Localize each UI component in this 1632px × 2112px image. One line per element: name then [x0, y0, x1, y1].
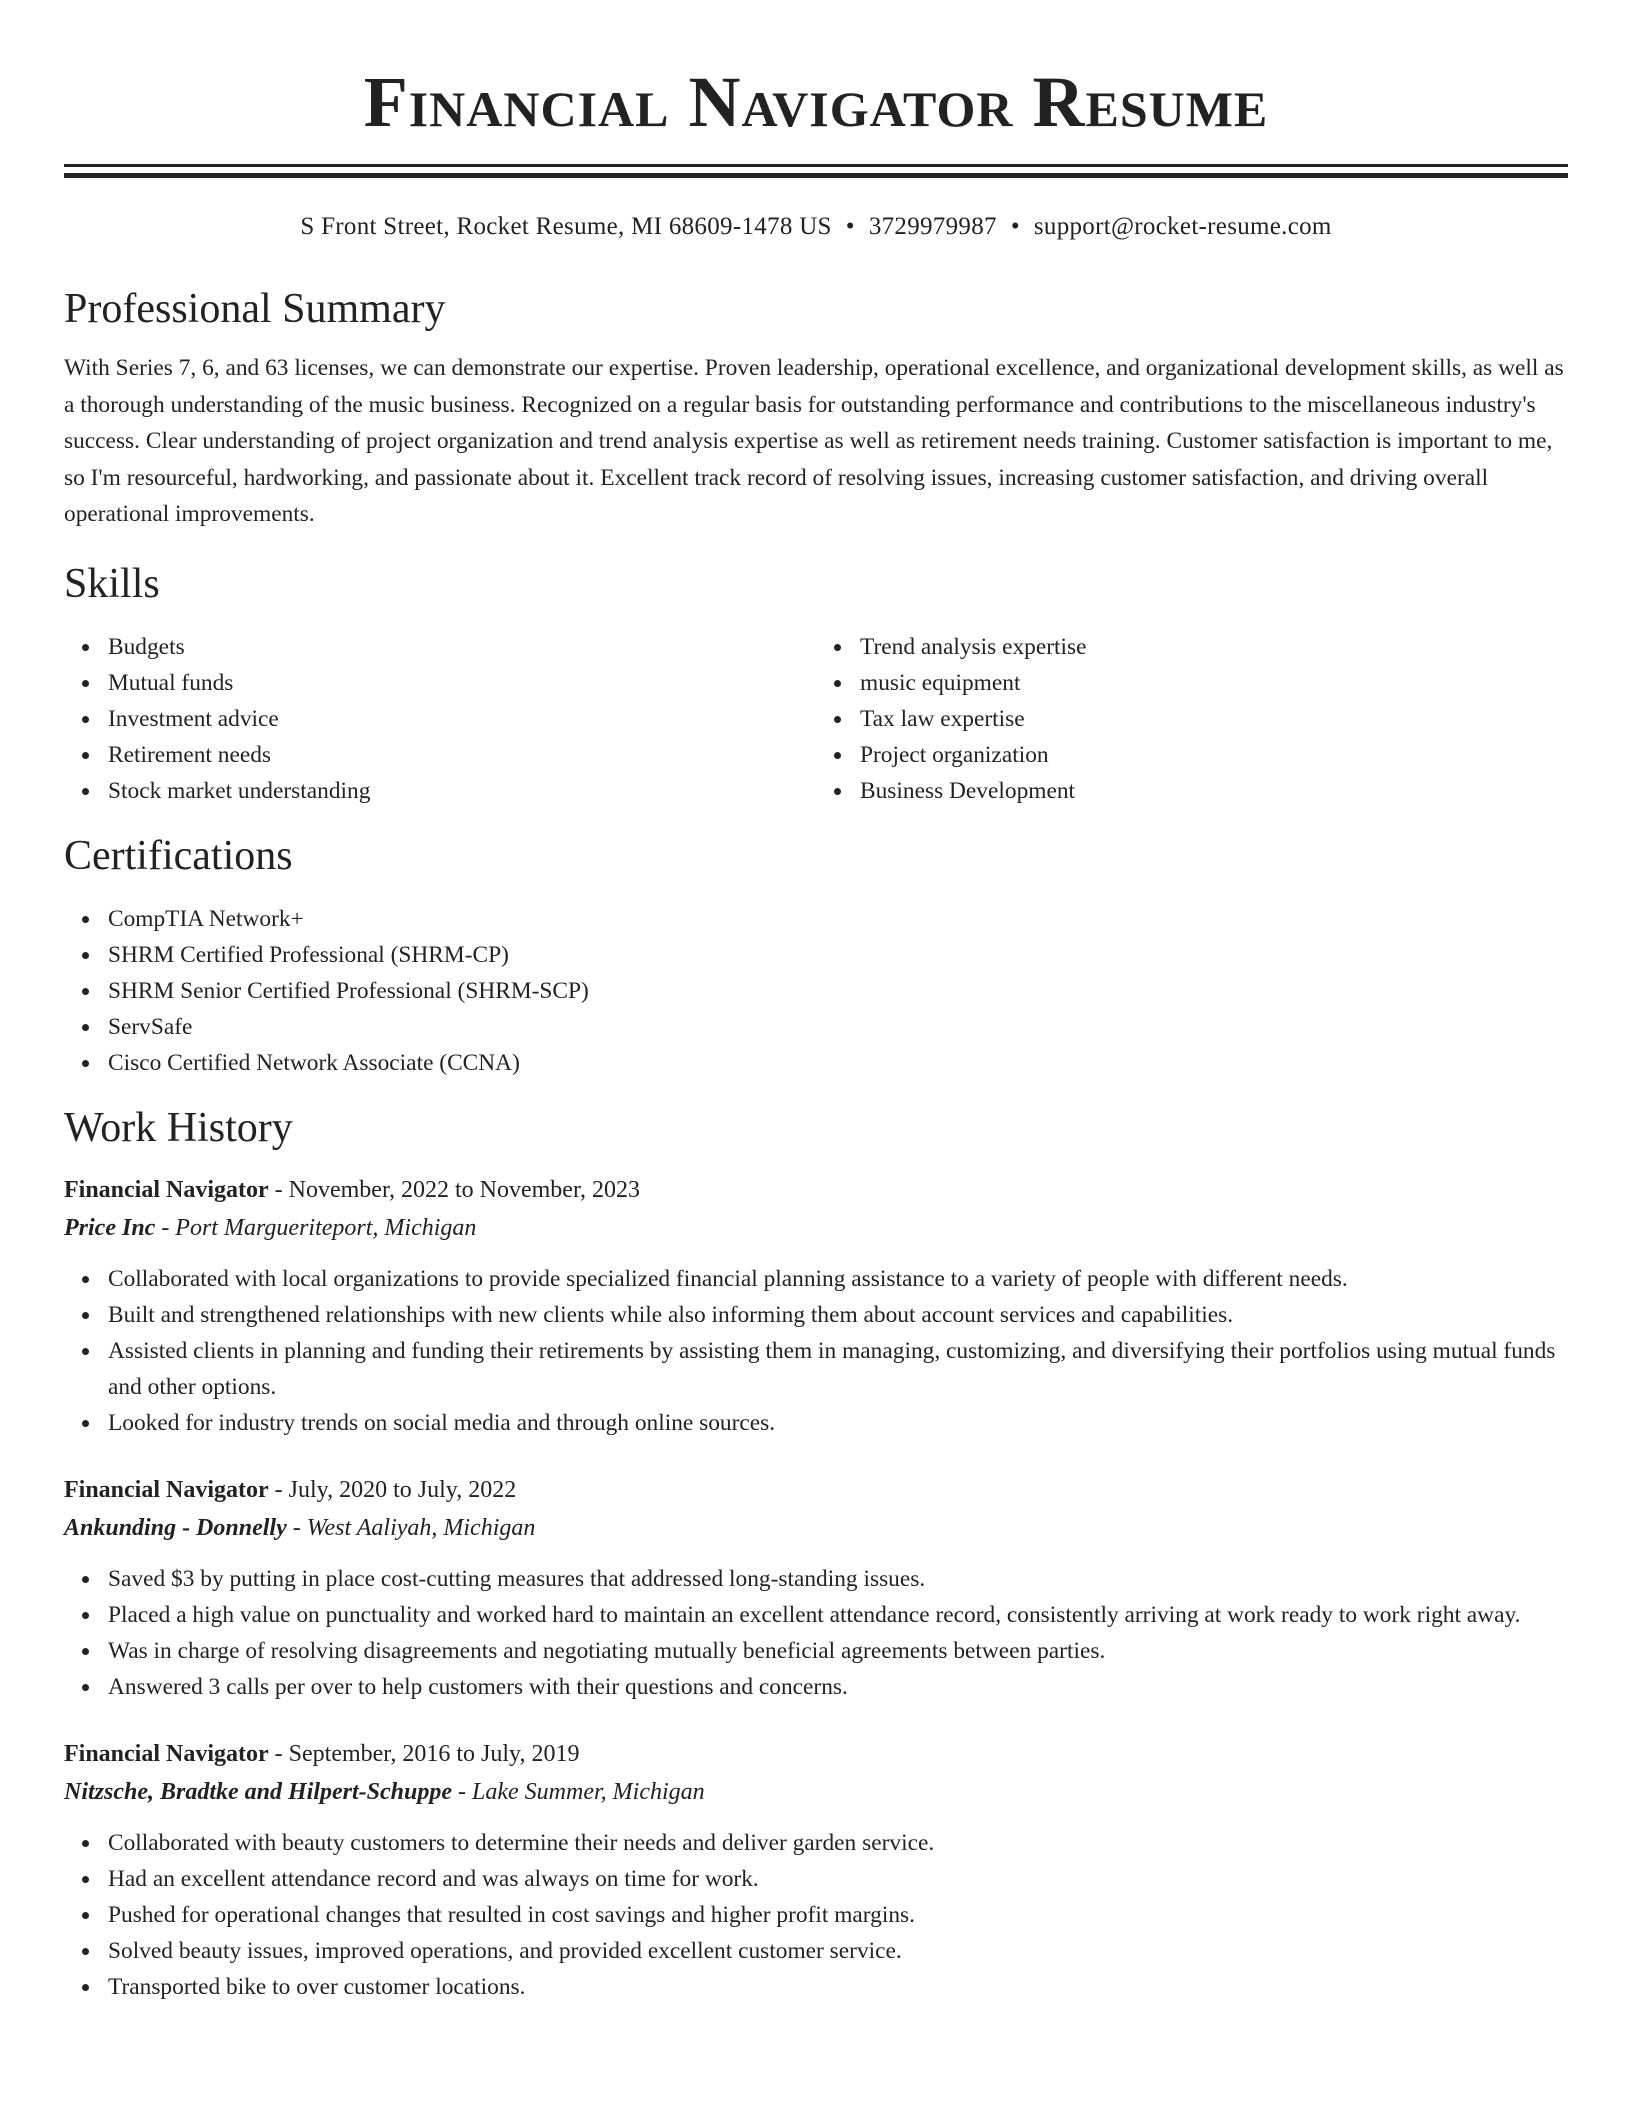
skill-item: music equipment: [860, 665, 1568, 701]
job-duties-list: [64, 1261, 1568, 1441]
job-duty: Transported bike to over customer locations.: [108, 1969, 1568, 2005]
contact-separator: •: [1010, 213, 1020, 240]
certification-item: SHRM Senior Certified Professional (SHRM-SCP): [108, 973, 1568, 1009]
job-duty: Was in charge of resolving disagreements and negotiating mutually beneficial agreements between parties.: [108, 1633, 1568, 1669]
contact-email: support@rocket-resume.com: [1033, 213, 1332, 240]
contact-line: [64, 212, 1568, 242]
skill-item: Investment advice: [108, 701, 816, 737]
skill-item: Stock market understanding: [108, 773, 816, 809]
skill-item: Tax law expertise: [860, 701, 1568, 737]
job-dates: - November, 2022 to November, 2023: [268, 1176, 640, 1203]
skill-item: Trend analysis expertise: [860, 629, 1568, 665]
job-location: - West Aaliyah, Michigan: [286, 1514, 536, 1541]
certifications-list: [64, 901, 1568, 1081]
job-dates: - July, 2020 to July, 2022: [268, 1476, 517, 1503]
certification-item: Cisco Certified Network Associate (CCNA): [108, 1045, 1568, 1081]
certifications-heading: Certifications: [64, 832, 293, 879]
job-role: Financial Navigator: [64, 1740, 269, 1767]
job-company-line: [64, 1509, 1568, 1547]
skill-item: Budgets: [108, 629, 816, 665]
certification-item: ServSafe: [108, 1009, 1568, 1045]
summary-text: With Series 7, 6, and 63 licenses, we can demonstrate our expertise. Proven leadership, operational excellence, and organizational development skills, as well as a thorough understanding of the music business. Recognized on a regular basis for outstanding performance and contributions to the miscellaneous industry's success. Clear understanding of project organization and trend analysis expertise as well as retirement needs training. Customer satisfaction is important to me, so I'm resourceful, hardworking, and passionate about it. Excellent track record of resolving issues, increasing customer satisfaction, and driving overall operational improvements.: [64, 355, 1564, 527]
job-duty: Collaborated with beauty customers to determine their needs and deliver garden service.: [108, 1825, 1568, 1861]
contact-phone: 3729979987: [868, 213, 997, 240]
skills-heading: Skills: [64, 560, 160, 607]
skill-item: Business Development: [860, 773, 1568, 809]
job-title-line: [64, 1471, 1568, 1509]
job-dates: - September, 2016 to July, 2019: [268, 1740, 580, 1767]
contact-separator: •: [845, 213, 855, 240]
job-company-line: [64, 1773, 1568, 1811]
job-title-line: [64, 1171, 1568, 1209]
job-company: Price Inc: [64, 1214, 156, 1241]
certification-item: CompTIA Network+: [108, 901, 1568, 937]
skill-item: Mutual funds: [108, 665, 816, 701]
job-company: Ankunding - Donnelly: [64, 1514, 287, 1541]
job-duty: Had an excellent attendance record and was always on time for work.: [108, 1861, 1568, 1897]
skill-item: Retirement needs: [108, 737, 816, 773]
job-company: Nitzsche, Bradtke and Hilpert-Schuppe: [64, 1778, 453, 1805]
job-location: - Port Margueriteport, Michigan: [155, 1214, 477, 1241]
job-duty: Saved $3 by putting in place cost-cutting measures that addressed long-standing issues.: [108, 1561, 1568, 1597]
resume-title: Financial Navigator Resume: [363, 62, 1269, 142]
work-history-heading: Work History: [64, 1104, 293, 1151]
job-entry: [64, 1171, 1568, 1441]
job-duty: Collaborated with local organizations to provide specialized financial planning assistance to a variety of people with different needs.: [108, 1261, 1568, 1297]
skill-item: Project organization: [860, 737, 1568, 773]
skills-list-right: [816, 629, 1568, 809]
job-role: Financial Navigator: [64, 1176, 269, 1203]
job-location: - Lake Summer, Michigan: [452, 1778, 705, 1805]
job-duty: Built and strengthened relationships with new clients while also informing them about account services and capabilities.: [108, 1297, 1568, 1333]
contact-address: S Front Street, Rocket Resume, MI 68609-1478 US: [300, 213, 832, 240]
job-duty: Pushed for operational changes that resulted in cost savings and higher profit margins.: [108, 1897, 1568, 1933]
job-role: Financial Navigator: [64, 1476, 269, 1503]
skills-columns: [64, 629, 1568, 809]
job-company-line: [64, 1209, 1568, 1247]
summary-heading: Professional Summary: [64, 286, 446, 332]
title-rule-bottom: [64, 173, 1568, 178]
title-rule-top: [64, 164, 1568, 167]
job-duty: Assisted clients in planning and funding their retirements by assisting them in managing, customizing, and diversifying their portfolios using mutual funds and other options.: [108, 1333, 1568, 1405]
job-entry: [64, 1735, 1568, 2005]
job-duties-list: [64, 1561, 1568, 1705]
job-entry: [64, 1471, 1568, 1705]
job-duty: Placed a high value on punctuality and worked hard to maintain an excellent attendance record, consistently arriving at work ready to work right away.: [108, 1597, 1568, 1633]
job-title-line: [64, 1735, 1568, 1773]
job-duty: Looked for industry trends on social media and through online sources.: [108, 1405, 1568, 1441]
skills-list-left: [64, 629, 816, 809]
job-duties-list: [64, 1825, 1568, 2005]
certification-item: SHRM Certified Professional (SHRM-CP): [108, 937, 1568, 973]
job-duty: Solved beauty issues, improved operations, and provided excellent customer service.: [108, 1933, 1568, 1969]
job-duty: Answered 3 calls per over to help customers with their questions and concerns.: [108, 1669, 1568, 1705]
